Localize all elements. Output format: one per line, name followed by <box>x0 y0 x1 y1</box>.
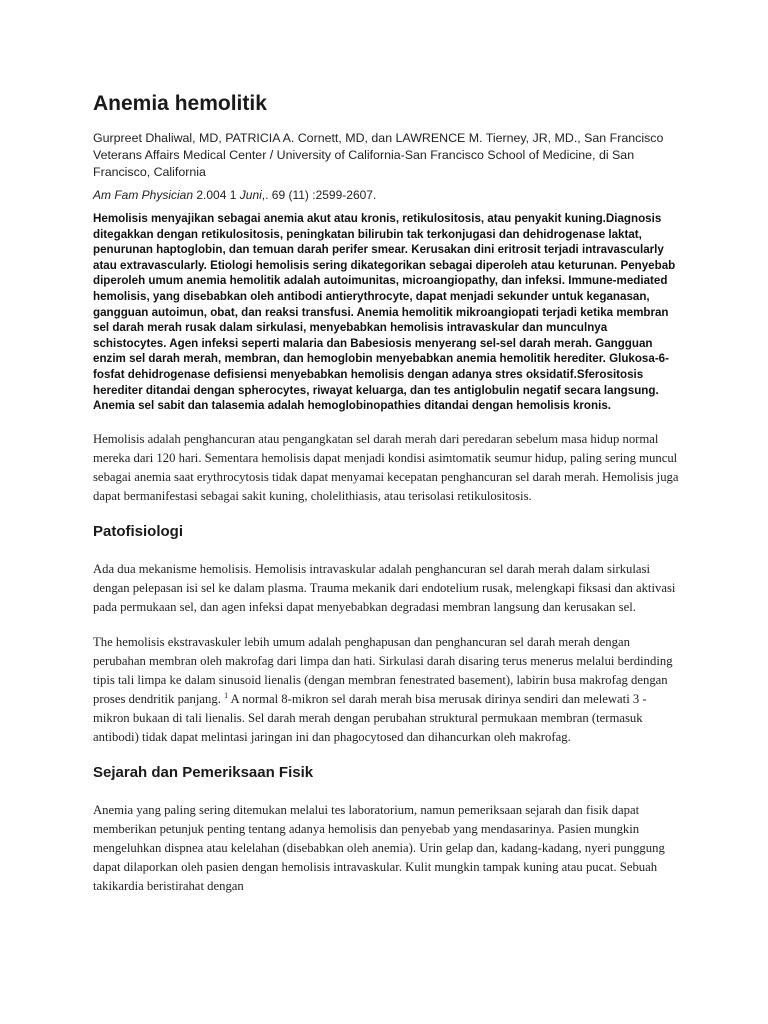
intro-paragraph: Hemolisis adalah penghancuran atau pengangkatan sel darah merah dari peredaran sebelum masa hidup normal mereka dari 120 hari. Sementara hemolisis dapat menjadi kondisi asimtomatik seumur hidup, paling sering muncul sebagai anemia saat erythrocytosis tidak dapat menyamai kecepatan penghancuran sel darah merah. Hemolisis juga dapat bermanifestasi sebagai sakit kuning, cholelithiasis, atau terisolasi retikulositosis. <box>93 431 679 503</box>
section-heading-sejarah: Sejarah dan Pemeriksaan Fisik <box>93 763 314 781</box>
reference-superscript: 1 <box>224 690 229 700</box>
citation-month: Juni <box>239 188 262 202</box>
article-authors: Gurpreet Dhaliwal, MD, PATRICIA A. Cornett, MD, dan LAWRENCE M. Tierney, JR, MD., San Francisco Veterans Affairs Medical Center / University of California-San Francisco School of Medicine, di San Francisco, California <box>93 131 664 179</box>
section-heading-patofisiologi: Patofisiologi <box>93 522 183 540</box>
citation-details: ,. 69 (11) :2599-2607. <box>261 188 377 202</box>
sejarah-paragraph-1: Anemia yang paling sering ditemukan melalui tes laboratorium, namun pemeriksaan sejarah dan fisik dapat memberikan petunjuk penting tentang adanya hemolisis dan penyebab yang mendasarinya. Pasien mungkin mengeluhkan dispnea atau kelelahan (disebabkan oleh anemia). Urin gelap dan, kadang-kadang, nyeri punggung dapat dilaporkan oleh pasien dengan hemolisis intravaskular. Kulit mungkin tampak kuning atau pucat. Sebuah takikardia beristirahat dengan <box>93 802 665 893</box>
citation-journal: Am Fam Physician <box>93 188 194 202</box>
paragraph-text-part-b: A normal 8-mikron sel darah merah bisa merusak dirinya sendiri dan melewati 3 - mikron bukaan di tali lienalis. Sel darah merah dengan perubahan struktural permukaan membran (termasuk antibodi) tidak dapat melintasi jaringan ini dan phagocytosed dan dihancurkan oleh makrofag. <box>93 691 647 744</box>
paragraph-text-part-a: The hemolisis ekstravaskuler lebih umum adalah penghapusan dan penghancuran sel darah merah dengan perubahan membran oleh makrofag dari limpa dan hati. Sirkulasi darah disaring terus menerus melalui berdinding tipis tali limpa ke dalam sinusoid lienalis (dengan membran fenestrated basement), labirin busa makrofag dengan proses dendritik panjang. <box>93 634 673 706</box>
patofisiologi-paragraph-2 <box>93 633 683 747</box>
document-page <box>93 90 683 912</box>
article-title: Anemia hemolitik <box>93 92 267 115</box>
article-citation <box>93 187 683 203</box>
article-abstract: Hemolisis menyajikan sebagai anemia akut atau kronis, retikulositosis, atau penyakit kuning.Diagnosis ditegakkan dengan retikulositosis, peningkatan bilirubin tak terkonjugasi dan dehidrogenase laktat, penurunan haptoglobin, dan temuan darah perifer smear. Kerusakan dini eritrosit terjadi intravascularly atau extravascularly. Etiologi hemolisis sering dikategorikan sebagai diperoleh atau keturunan. Penyebab diperoleh umum anemia hemolitik adalah autoimunitas, microangiopathy, dan infeksi. Immune-mediated hemolisis, yang disebabkan oleh antibodi antierythrocyte, dapat menjadi sekunder untuk keganasan, gangguan autoimun, obat, dan reaksi transfusi. Anemia hemolitik mikroangiopati terjadi ketika membran sel darah merah rusak dalam sirkulasi, menyebabkan hemolisis intravaskular dan munculnya schistocytes. Agen infeksi seperti malaria dan Babesiosis menyerang sel-sel darah merah. Gangguan enzim sel darah merah, membran, dan hemoglobin menyebabkan anemia hemolitik herediter. Glukosa-6-fosfat dehidrogenase defisiensi menyebabkan hemolisis dengan adanya stres oksidatif.Sferositosis herediter ditandai dengan spherocytes, riwayat keluarga, dan tes antiglobulin negatif secara langsung. Anemia sel sabit dan talasemia adalah hemoglobinopathies ditandai dengan hemolisis kronis. <box>93 212 676 413</box>
patofisiologi-paragraph-1: Ada dua mekanisme hemolisis. Hemolisis intravaskular adalah penghancuran sel darah merah dalam sirkulasi dengan pelepasan isi sel ke dalam plasma. Trauma mekanik dari endotelium rusak, melengkapi fiksasi dan aktivasi pada permukaan sel, dan agen infeksi dapat menyebabkan degradasi membran langsung dan kerusakan sel. <box>93 561 676 614</box>
citation-year: 2.004 1 <box>196 188 237 202</box>
